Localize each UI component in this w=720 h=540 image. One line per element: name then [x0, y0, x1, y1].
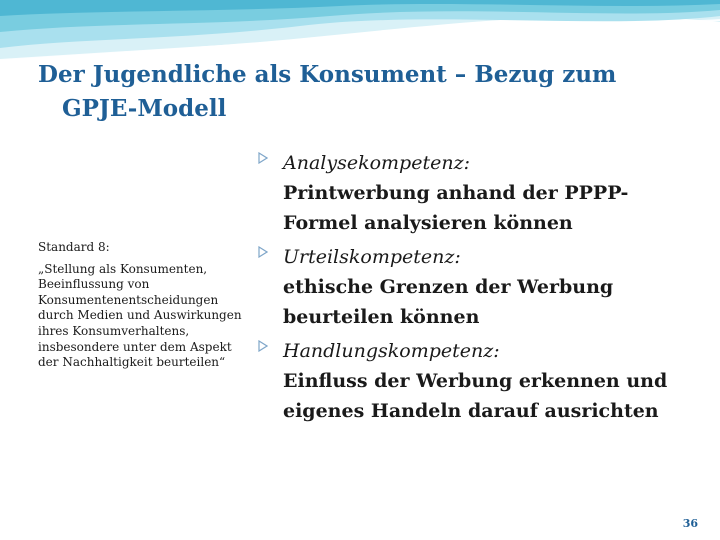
list-item [258, 148, 698, 238]
competence-label: Analysekompetenz: [283, 152, 470, 174]
standard-box [38, 240, 243, 371]
competence-label: Urteilskompetenz: [283, 246, 461, 268]
bullet-icon [258, 246, 270, 261]
standard-text: „Stellung als Konsumenten, Beeinflussung von Konsumentenentscheidungen durch Medien und Auswirkungen ihres Konsumverhaltens, insbesondere unter dem Aspekt der Nachhaltigkeit beurteilen“ [38, 261, 242, 370]
competence-label: Handlungskompetenz: [283, 340, 500, 362]
competence-description: ethische Grenzen der Werbung beurteilen können [283, 276, 614, 328]
title-line-2: GPJE-Modell [62, 95, 227, 122]
slide-title [38, 58, 678, 126]
competence-list [258, 148, 698, 430]
list-item [258, 336, 698, 426]
standard-label: Standard 8: [38, 240, 110, 254]
competence-description: Printwerbung anhand der PPPP-Formel analysieren können [283, 182, 629, 234]
competence-description: Einfluss der Werbung erkennen und eigenes Handeln darauf ausrichten [283, 370, 668, 422]
title-line-1: Der Jugendliche als Konsument – Bezug zum [38, 61, 617, 88]
page-number: 36 [682, 517, 698, 530]
bullet-icon [258, 152, 270, 167]
bullet-icon [258, 340, 270, 355]
list-item [258, 242, 698, 332]
